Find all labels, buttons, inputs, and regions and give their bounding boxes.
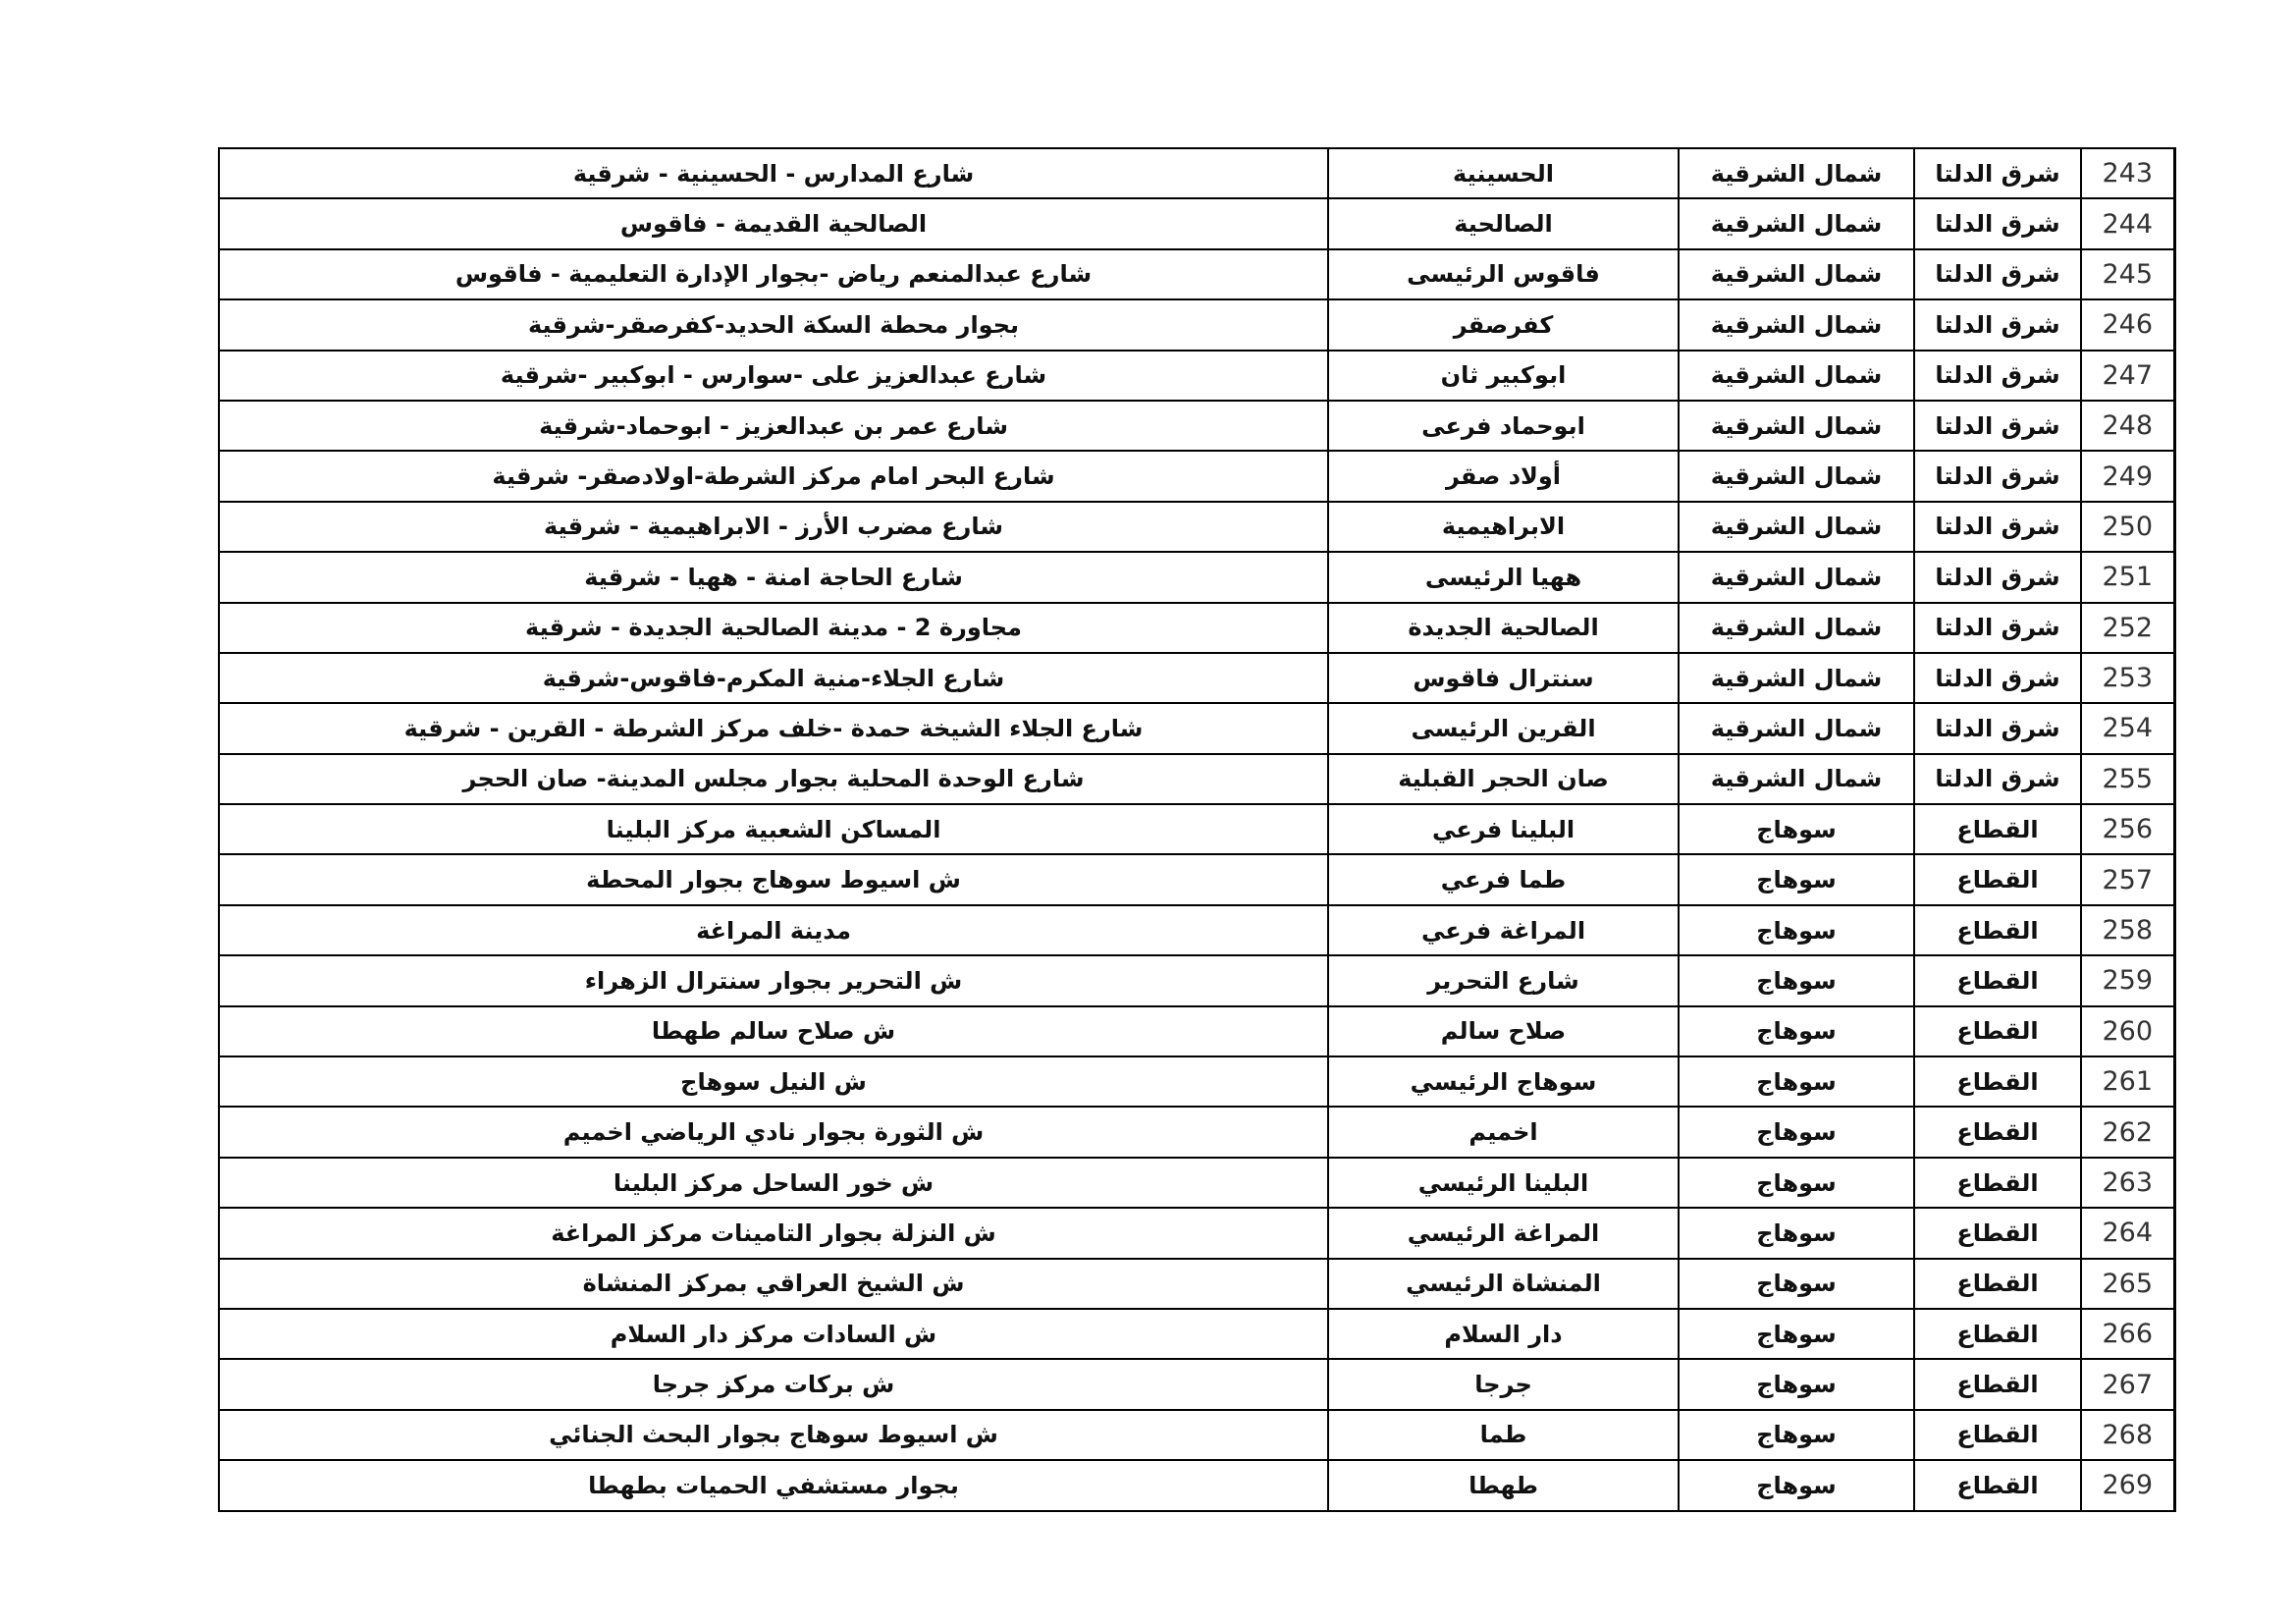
row-number-cell: 259 (2081, 955, 2174, 1005)
address-cell: شارع البحر امام مركز الشرطة-اولادصقر- شرقية (219, 451, 1328, 501)
table-row (219, 1259, 2174, 1309)
row-number-cell: 244 (2081, 198, 2174, 248)
sector-cell: شرق الدلتا (1914, 351, 2081, 401)
table-row (219, 299, 2174, 350)
row-number-cell: 255 (2081, 754, 2174, 804)
row-number-cell: 243 (2081, 148, 2174, 198)
office-cell: الصالحية الجديدة (1328, 603, 1679, 653)
row-number-cell: 246 (2081, 299, 2174, 350)
table-row (219, 854, 2174, 904)
governorate-cell: شمال الشرقية (1679, 351, 1914, 401)
row-number-cell: 245 (2081, 249, 2174, 299)
table-row (219, 703, 2174, 753)
address-cell: الصالحية القديمة - فاقوس (219, 198, 1328, 248)
office-cell: طهطا (1328, 1460, 1679, 1510)
governorate-cell: سوهاج (1679, 1006, 1914, 1056)
address-cell: مدينة المراغة (219, 905, 1328, 955)
sector-cell: شرق الدلتا (1914, 502, 2081, 552)
office-cell: صلاح سالم (1328, 1006, 1679, 1056)
address-cell: ش صلاح سالم طهطا (219, 1006, 1328, 1056)
row-number-cell: 264 (2081, 1208, 2174, 1258)
governorate-cell: شمال الشرقية (1679, 653, 1914, 703)
table-row (219, 502, 2174, 552)
address-cell: ش بركات مركز جرجا (219, 1359, 1328, 1409)
office-cell: الحسينية (1328, 148, 1679, 198)
office-cell: البلينا الرئيسي (1328, 1158, 1679, 1208)
office-cell: المراغة فرعي (1328, 905, 1679, 955)
sector-cell: شرق الدلتا (1914, 653, 2081, 703)
governorate-cell: سوهاج (1679, 854, 1914, 904)
office-cell: اخميم (1328, 1107, 1679, 1157)
table-row (219, 552, 2174, 602)
office-cell: الابراهيمية (1328, 502, 1679, 552)
address-cell: ش الشيخ العراقي بمركز المنشاة (219, 1259, 1328, 1309)
address-cell: ش الثورة بجوار نادي الرياضي اخميم (219, 1107, 1328, 1157)
address-cell: ش السادات مركز دار السلام (219, 1309, 1328, 1359)
governorate-cell: شمال الشرقية (1679, 451, 1914, 501)
governorate-cell: سوهاج (1679, 1158, 1914, 1208)
office-cell: المراغة الرئيسي (1328, 1208, 1679, 1258)
sector-cell: القطاع (1914, 1410, 2081, 1460)
office-cell: كفرصقر (1328, 299, 1679, 350)
sector-cell: القطاع (1914, 1107, 2081, 1157)
sector-cell: القطاع (1914, 1259, 2081, 1309)
row-number-cell: 269 (2081, 1460, 2174, 1510)
sector-cell: شرق الدلتا (1914, 148, 2081, 198)
table-row (219, 804, 2174, 854)
address-cell: شارع الوحدة المحلية بجوار مجلس المدينة- صان الحجر (219, 754, 1328, 804)
office-cell: جرجا (1328, 1359, 1679, 1409)
offices-table (218, 147, 2176, 1512)
table-row (219, 905, 2174, 955)
table-row (219, 1006, 2174, 1056)
table-row (219, 1107, 2174, 1157)
governorate-cell: سوهاج (1679, 804, 1914, 854)
address-cell: المساكن الشعبية مركز البلينا (219, 804, 1328, 854)
table-row (219, 198, 2174, 248)
table-row (219, 1410, 2174, 1460)
address-cell: شارع الجلاء-منية المكرم-فاقوس-شرقية (219, 653, 1328, 703)
row-number-cell: 253 (2081, 653, 2174, 703)
table-row (219, 1309, 2174, 1359)
governorate-cell: سوهاج (1679, 1410, 1914, 1460)
sector-cell: القطاع (1914, 854, 2081, 904)
sector-cell: القطاع (1914, 1460, 2081, 1510)
governorate-cell: سوهاج (1679, 1309, 1914, 1359)
table-row (219, 148, 2174, 198)
governorate-cell: سوهاج (1679, 905, 1914, 955)
row-number-cell: 248 (2081, 401, 2174, 451)
row-number-cell: 261 (2081, 1056, 2174, 1107)
address-cell: بجوار مستشفي الحميات بطهطا (219, 1460, 1328, 1510)
sector-cell: القطاع (1914, 1309, 2081, 1359)
governorate-cell: سوهاج (1679, 1259, 1914, 1309)
row-number-cell: 262 (2081, 1107, 2174, 1157)
row-number-cell: 251 (2081, 552, 2174, 602)
table-row (219, 1359, 2174, 1409)
row-number-cell: 266 (2081, 1309, 2174, 1359)
governorate-cell: شمال الشرقية (1679, 401, 1914, 451)
sector-cell: شرق الدلتا (1914, 249, 2081, 299)
row-number-cell: 252 (2081, 603, 2174, 653)
office-cell: القرين الرئيسى (1328, 703, 1679, 753)
row-number-cell: 249 (2081, 451, 2174, 501)
row-number-cell: 254 (2081, 703, 2174, 753)
address-cell: ش التحرير بجوار سنترال الزهراء (219, 955, 1328, 1005)
office-cell: الصالحية (1328, 198, 1679, 248)
address-cell: بجوار محطة السكة الحديد-كفرصقر-شرقية (219, 299, 1328, 350)
table-row (219, 754, 2174, 804)
address-cell: ش النزلة بجوار التامينات مركز المراغة (219, 1208, 1328, 1258)
sector-cell: شرق الدلتا (1914, 552, 2081, 602)
governorate-cell: شمال الشرقية (1679, 299, 1914, 350)
sector-cell: القطاع (1914, 1359, 2081, 1409)
office-cell: صان الحجر القبلية (1328, 754, 1679, 804)
governorate-cell: سوهاج (1679, 1359, 1914, 1409)
table-row (219, 603, 2174, 653)
offices-table-body (219, 148, 2174, 1511)
sector-cell: شرق الدلتا (1914, 198, 2081, 248)
row-number-cell: 258 (2081, 905, 2174, 955)
office-cell: دار السلام (1328, 1309, 1679, 1359)
row-number-cell: 268 (2081, 1410, 2174, 1460)
office-cell: طما (1328, 1410, 1679, 1460)
sector-cell: القطاع (1914, 804, 2081, 854)
address-cell: شارع الجلاء الشيخة حمدة -خلف مركز الشرطة - القرين - شرقية (219, 703, 1328, 753)
table-row (219, 351, 2174, 401)
row-number-cell: 265 (2081, 1259, 2174, 1309)
address-cell: شارع المدارس - الحسينية - شرقية (219, 148, 1328, 198)
sector-cell: شرق الدلتا (1914, 703, 2081, 753)
governorate-cell: شمال الشرقية (1679, 754, 1914, 804)
table-row (219, 1158, 2174, 1208)
governorate-cell: سوهاج (1679, 955, 1914, 1005)
office-cell: البلينا فرعي (1328, 804, 1679, 854)
governorate-cell: شمال الشرقية (1679, 603, 1914, 653)
table-row (219, 1460, 2174, 1510)
governorate-cell: سوهاج (1679, 1208, 1914, 1258)
row-number-cell: 267 (2081, 1359, 2174, 1409)
governorate-cell: شمال الشرقية (1679, 198, 1914, 248)
governorate-cell: سوهاج (1679, 1107, 1914, 1157)
office-cell: ابوحماد فرعى (1328, 401, 1679, 451)
address-cell: ش النيل سوهاج (219, 1056, 1328, 1107)
sector-cell: القطاع (1914, 1208, 2081, 1258)
table-row (219, 401, 2174, 451)
office-cell: ابوكبير ثان (1328, 351, 1679, 401)
row-number-cell: 263 (2081, 1158, 2174, 1208)
office-cell: شارع التحرير (1328, 955, 1679, 1005)
sector-cell: القطاع (1914, 1056, 2081, 1107)
office-cell: سوهاج الرئيسي (1328, 1056, 1679, 1107)
sector-cell: شرق الدلتا (1914, 401, 2081, 451)
sector-cell: القطاع (1914, 1006, 2081, 1056)
office-cell: ههيا الرئيسى (1328, 552, 1679, 602)
office-cell: المنشاة الرئيسي (1328, 1259, 1679, 1309)
sector-cell: القطاع (1914, 955, 2081, 1005)
governorate-cell: شمال الشرقية (1679, 703, 1914, 753)
table-row (219, 451, 2174, 501)
sector-cell: القطاع (1914, 1158, 2081, 1208)
row-number-cell: 247 (2081, 351, 2174, 401)
row-number-cell: 250 (2081, 502, 2174, 552)
sector-cell: شرق الدلتا (1914, 299, 2081, 350)
office-cell: طما فرعي (1328, 854, 1679, 904)
governorate-cell: سوهاج (1679, 1056, 1914, 1107)
governorate-cell: سوهاج (1679, 1460, 1914, 1510)
address-cell: شارع الحاجة امنة - ههيا - شرقية (219, 552, 1328, 602)
address-cell: شارع عمر بن عبدالعزيز - ابوحماد-شرقية (219, 401, 1328, 451)
address-cell: شارع مضرب الأرز - الابراهيمية - شرقية (219, 502, 1328, 552)
table-row (219, 955, 2174, 1005)
sector-cell: شرق الدلتا (1914, 754, 2081, 804)
address-cell: شارع عبدالمنعم رياض -بجوار الإدارة التعليمية - فاقوس (219, 249, 1328, 299)
table-row (219, 1056, 2174, 1107)
address-cell: مجاورة 2 - مدينة الصالحية الجديدة - شرقية (219, 603, 1328, 653)
table-row (219, 249, 2174, 299)
row-number-cell: 256 (2081, 804, 2174, 854)
row-number-cell: 257 (2081, 854, 2174, 904)
address-cell: ش خور الساحل مركز البلينا (219, 1158, 1328, 1208)
table-row (219, 653, 2174, 703)
address-cell: شارع عبدالعزيز على -سوارس - ابوكبير -شرقية (219, 351, 1328, 401)
governorate-cell: شمال الشرقية (1679, 148, 1914, 198)
office-cell: أولاد صقر (1328, 451, 1679, 501)
governorate-cell: شمال الشرقية (1679, 552, 1914, 602)
address-cell: ش اسيوط سوهاج بجوار المحطة (219, 854, 1328, 904)
sector-cell: شرق الدلتا (1914, 451, 2081, 501)
row-number-cell: 260 (2081, 1006, 2174, 1056)
sector-cell: شرق الدلتا (1914, 603, 2081, 653)
address-cell: ش اسيوط سوهاج بجوار البحث الجنائي (219, 1410, 1328, 1460)
table-row (219, 1208, 2174, 1258)
sector-cell: القطاع (1914, 905, 2081, 955)
office-cell: فاقوس الرئيسى (1328, 249, 1679, 299)
governorate-cell: شمال الشرقية (1679, 249, 1914, 299)
office-cell: سنترال فاقوس (1328, 653, 1679, 703)
governorate-cell: شمال الشرقية (1679, 502, 1914, 552)
